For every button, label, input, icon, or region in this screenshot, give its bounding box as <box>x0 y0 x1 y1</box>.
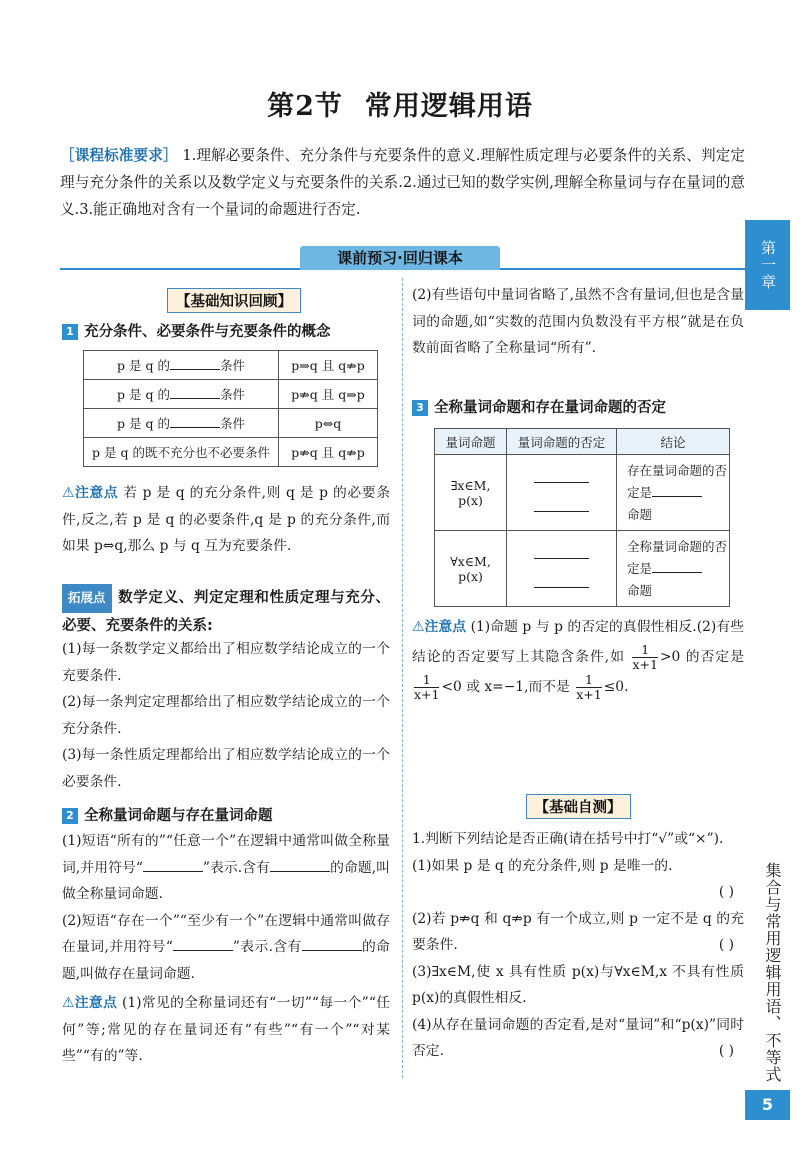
warning-icon: ⚠ <box>412 619 425 635</box>
chapter-tab: 第一章 <box>745 220 790 310</box>
table-row: ∃x∈M, p(x) 存在量词命题的否定是 命题 <box>435 455 730 531</box>
standards-text: 1.理解必要条件、充分条件与充要条件的意义.理解性质定理与必要条件的关系、判定定理与充分条件的关系以及数学定义与充要条件的关系.2.通过已知的数学实例,理解全称量词与存在量词的意义.3.能正确地对含有一个量词的命题进行否定. <box>60 147 745 218</box>
table-row: p 是 q 的 条件 p⇏q 且 q⇒p <box>84 380 378 409</box>
section-2-body: (1)短语“所有的”“任意一个”在逻辑中通常叫做全称量词,并用符号“ ”表示.含有 的命题,叫做全称量词命题. (2)短语“存在一个”“至少有一个”在逻辑中通常叫做存在量词,并用符号“ ”表示.含有 的命题,叫做存在量词命题. <box>62 833 390 982</box>
answer-parentheses[interactable]: ( ) <box>718 884 734 900</box>
table-row: ∀x∈M, p(x) 全称量词命题的否定是 命题 <box>435 531 730 607</box>
basic-knowledge-heading: 【基础知识回顾】 <box>75 288 393 313</box>
table-row: p 是 q 的 条件 p⇔q <box>84 409 378 438</box>
course-standards <box>60 142 745 223</box>
answer-parentheses[interactable]: ( ) <box>718 937 734 953</box>
extension-block: 拓展点 数学定义、判定定理和性质定理与充分、必要、充要条件的关系: <box>62 584 390 639</box>
conditions-table <box>83 350 378 467</box>
list-item: (2)每一条判定定理都给出了相应数学结论成立的一个充分条件. <box>62 694 390 737</box>
table-header-row: 量词命题 量词命题的否定 结论 <box>435 429 730 455</box>
column-divider <box>402 278 403 1078</box>
warning-icon: ⚠ <box>62 485 75 501</box>
list-item: (3)∃x∈M,使 x 具有性质 p(x)与∀x∈M,x 不具有性质 p(x)的真假性相反. <box>412 963 744 1006</box>
note-2: ⚠注意点 (1)常见的全称量词还有“一切”“每一个”“任何”等;常见的存在量词还有“有些”“有一个”“对某些”“有的”等. <box>62 995 391 1064</box>
note-3: ⚠注意点 (1)命题 p 与 p 的否定的真假性相反.(2)有些结论的否定要写上其隐含条件,如 $\frac{1}{x+1}$ >0 的否定是 $\frac{1}{x+1}$ <0 或 x=−1,而不是 $\frac{1}{x+1}$ ≤0. <box>412 619 744 702</box>
warning-icon: ⚠ <box>62 995 75 1011</box>
section-2-heading: 2 全称量词命题与存在量词命题 <box>62 804 392 825</box>
page-title: 第2节 常用逻辑用语 <box>267 91 533 122</box>
standards-tag: ［课程标准要求］ <box>60 147 178 164</box>
extension-items <box>62 636 390 795</box>
question-stem: 1.判断下列结论是否正确(请在括号中打“√”或“×”). <box>412 831 724 847</box>
negation-table <box>434 428 730 607</box>
question-1 <box>412 826 744 1065</box>
list-item: (1)如果 p 是 q 的充分条件,则 p 是唯一的. <box>412 857 673 874</box>
section-banner: 课前预习·回归课本 <box>300 246 500 270</box>
page-number: 5 <box>745 1090 790 1120</box>
chapter-vertical-title: 集合与常用逻辑用语、不等式 <box>763 862 782 1083</box>
list-item: (1)每一条数学定义都给出了相应数学结论成立的一个充要条件. <box>62 641 390 684</box>
answer-parentheses[interactable]: ( ) <box>718 1043 734 1059</box>
list-item: (2)若 p⇏q 和 q⇏p 有一个成立,则 p 一定不是 q 的充要条件. ( ) <box>412 906 744 959</box>
note-1: ⚠注意点 若 p 是 q 的充分条件,则 q 是 p 的必要条件,反之,若 p 是 q 的必要条件,q 是 p 的充分条件,而如果 p⇔q,那么 p 与 q 互为充要条件. <box>62 485 391 554</box>
section-3-heading: 3 全称量词命题和存在量词命题的否定 <box>412 396 744 417</box>
list-item: (4)从存在量词命题的否定看,是对“量词”和“p(x)”同时否定. ( ) <box>412 1012 744 1065</box>
extension-badge: 拓展点 <box>62 584 112 613</box>
quantifier-omission-paragraph: (2)有些语句中量词省略了,虽然不含有量词,但也是含量词的命题,如“实数的范围内负数没有平方根”就是在负数前面省略了全称量词“所有”. <box>412 287 744 356</box>
list-item: (3)每一条性质定理都给出了相应数学结论成立的一个必要条件. <box>62 747 390 790</box>
section-1-heading: 1 充分条件、必要条件与充要条件的概念 <box>62 320 392 341</box>
table-row: p 是 q 的 条件 p⇒q 且 q⇏p <box>84 351 378 380</box>
table-row: p 是 q 的既不充分也不必要条件 p⇏q 且 q⇏p <box>84 438 378 467</box>
self-test-heading: 【基础自测】 <box>412 794 744 819</box>
